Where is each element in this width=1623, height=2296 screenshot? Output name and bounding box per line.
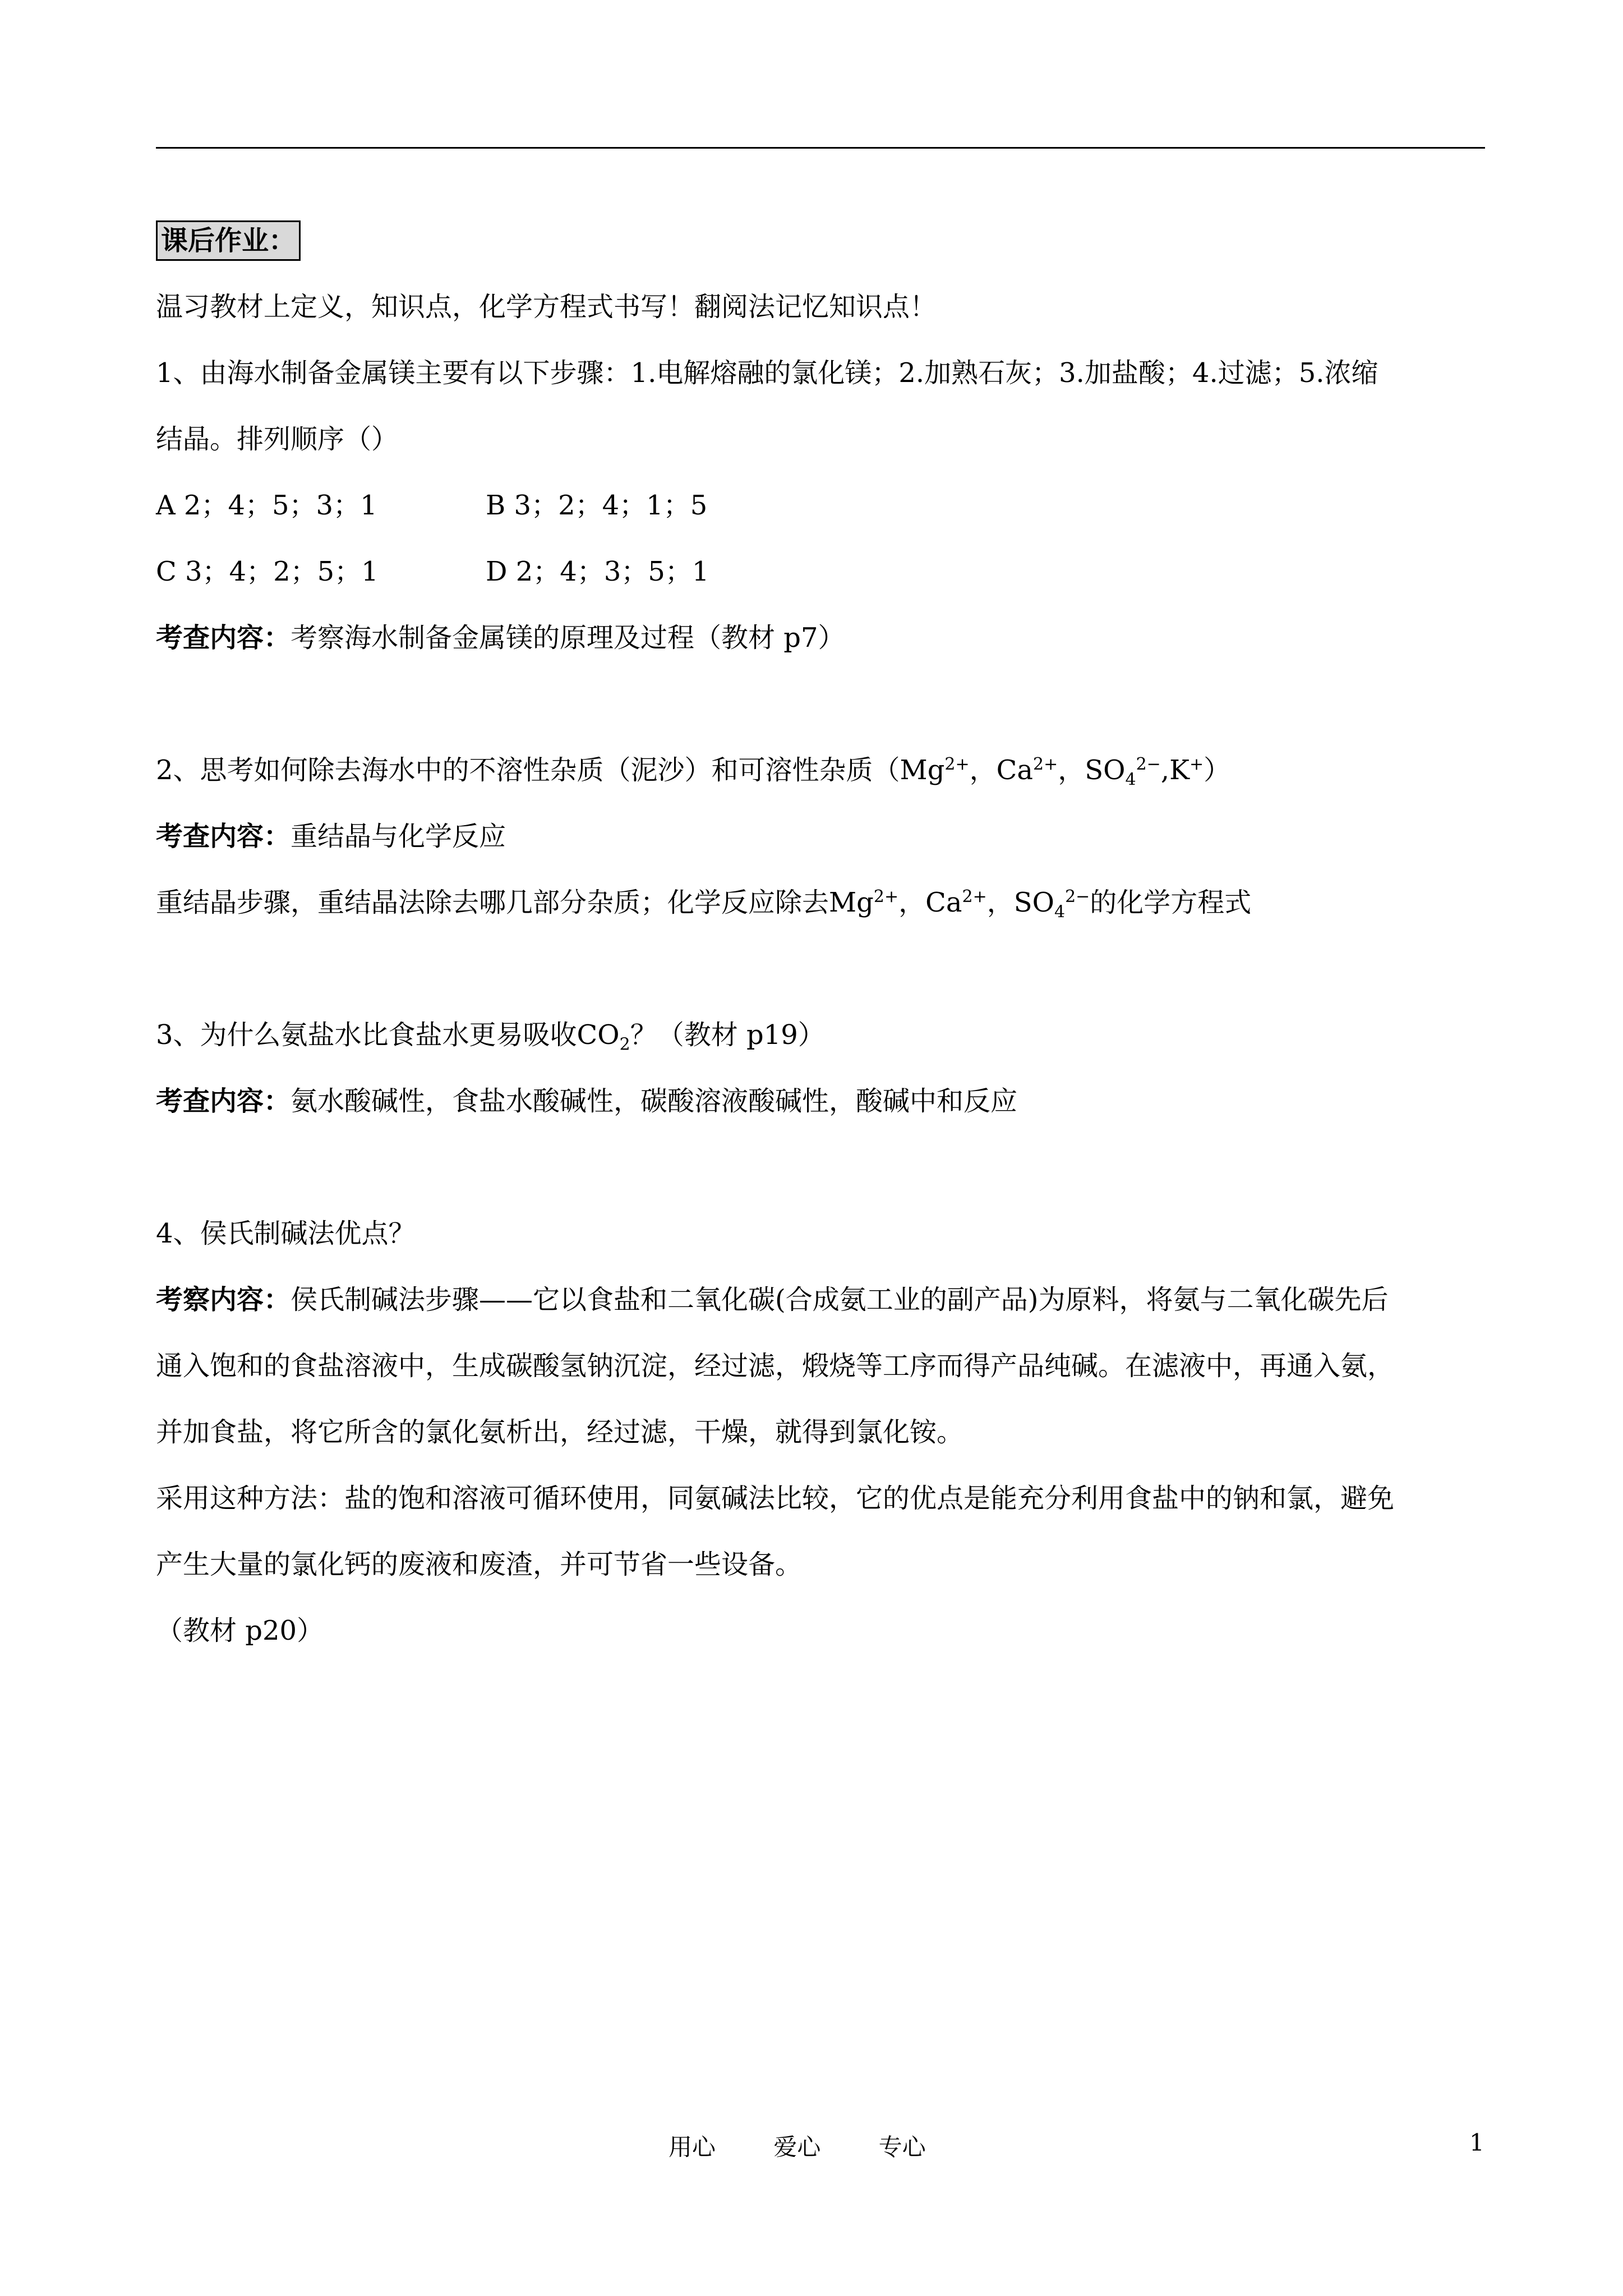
ion-ca: Ca [925,887,962,918]
q1-option-b: B 3；2；4；1；5 [486,490,708,521]
separator: ， [1058,754,1085,786]
ion-so4-charge: 2− [1136,754,1161,774]
q3-review-label: 考查内容： [156,1085,291,1117]
q1-options-row2 [156,539,1485,605]
q2-review-label: 考查内容： [156,821,291,852]
q1-line1: 1、由海水制备金属镁主要有以下步骤：1.电解熔融的氯化镁；2.加熟石灰；3.加盐酸；4.过滤；5.浓缩 [156,357,1378,389]
q1-option-c: C 3；4；2；5；1 [156,556,379,587]
q4-text-line4: 采用这种方法：盐的饱和溶液可循环使用，同氨碱法比较，它的优点是能充分利用食盐中的钠和氯，避免 [156,1483,1395,1514]
q1-review [156,605,1485,671]
spacer [156,671,1485,737]
spacer [156,1134,1485,1200]
ion-ca: Ca [996,754,1034,786]
ion-k-charge: + [1189,754,1204,774]
ion-so4-subscript: 4 [1054,902,1066,922]
q1-review-label: 考查内容： [156,622,291,654]
ion-so4-charge: 2− [1065,887,1090,907]
document-body [156,208,1485,1664]
q4-review-line1 [156,1267,1485,1333]
footer-motto: 用心 爱心 专心 [668,2133,926,2161]
ion-ca-charge: 2+ [1033,754,1058,774]
ion-k: K [1169,754,1189,786]
q1-options-row1 [156,472,1485,539]
homework-title: 课后作业： [156,220,301,261]
title-line [156,208,1485,274]
q1-line2: 结晶。排列顺序（） [156,424,399,455]
q2-detail [156,869,1485,936]
ion-so4: SO [1085,754,1126,786]
q3-review-content: 氨水酸碱性，食盐水酸碱性，碳酸溶液酸碱性，酸碱中和反应 [291,1085,1018,1117]
q2-review-content: 重结晶与化学反应 [291,821,506,852]
ion-mg-charge: 2+ [944,754,970,774]
q4-text-line3: 并加食盐，将它所含的氯化氨析出，经过滤，干燥，就得到氯化铵。 [156,1416,964,1448]
separator: ， [969,754,997,786]
co2-formula: CO [577,1019,620,1051]
q1-review-content: 考察海水制备金属镁的原理及过程（教材 p7） [291,622,845,654]
separator: ， [898,887,926,918]
q4-reference: （教材 p20） [156,1615,324,1646]
q4-review-label: 考察内容： [156,1284,291,1315]
q1-option-a: A 2；4；5；3；1 [156,490,377,521]
q2-review [156,803,1485,869]
spacer [156,936,1485,1002]
ion-mg-charge: 2+ [873,887,899,907]
ion-so4-subscript: 4 [1125,770,1136,790]
q4-text-line5: 产生大量的氯化钙的废液和废渣，并可节省一些设备。 [156,1549,803,1580]
ion-so4: SO [1013,887,1054,918]
q2-detail-prefix: 重结晶步骤，重结晶法除去哪几部分杂质；化学反应除去 [156,887,829,918]
q2-question [156,737,1485,803]
ion-mg: Mg [829,887,874,918]
co2-subscript: 2 [619,1034,630,1055]
ion-ca-charge: 2+ [962,887,987,907]
q3-prefix: 3、为什么氨盐水比食盐水更易吸收 [156,1019,577,1051]
separator: ， [986,887,1014,918]
intro-text: 温习教材上定义，知识点，化学方程式书写！翻阅法记忆知识点！ [156,291,937,323]
q2-suffix: ） [1204,754,1231,786]
separator: , [1160,754,1170,786]
q2-detail-suffix: 的化学方程式 [1090,887,1252,918]
q4-question: 4、侯氏制碱法优点？ [156,1218,416,1249]
page-number: 1 [1469,2129,1484,2156]
q2-prefix: 2、思考如何除去海水中的不溶性杂质（泥沙）和可溶性杂质（ [156,754,900,786]
q4-text-line2: 通入饱和的食盐溶液中，生成碳酸氢钠沉淀，经过滤，煅烧等工序而得产品纯碱。在滤液中，再通入氨， [156,1350,1395,1382]
q3-suffix: ？（教材 p19） [630,1019,825,1051]
ion-mg: Mg [900,754,945,786]
q3-question [156,1002,1485,1068]
q3-review [156,1068,1485,1134]
header-rule [156,147,1485,149]
q4-text-line1: 侯氏制碱法步骤——它以食盐和二氧化碳(合成氨工业的副产品)为原料，将氨与二氧化碳先后 [291,1284,1389,1315]
q1-option-d: D 2；4；3；5；1 [486,556,709,587]
